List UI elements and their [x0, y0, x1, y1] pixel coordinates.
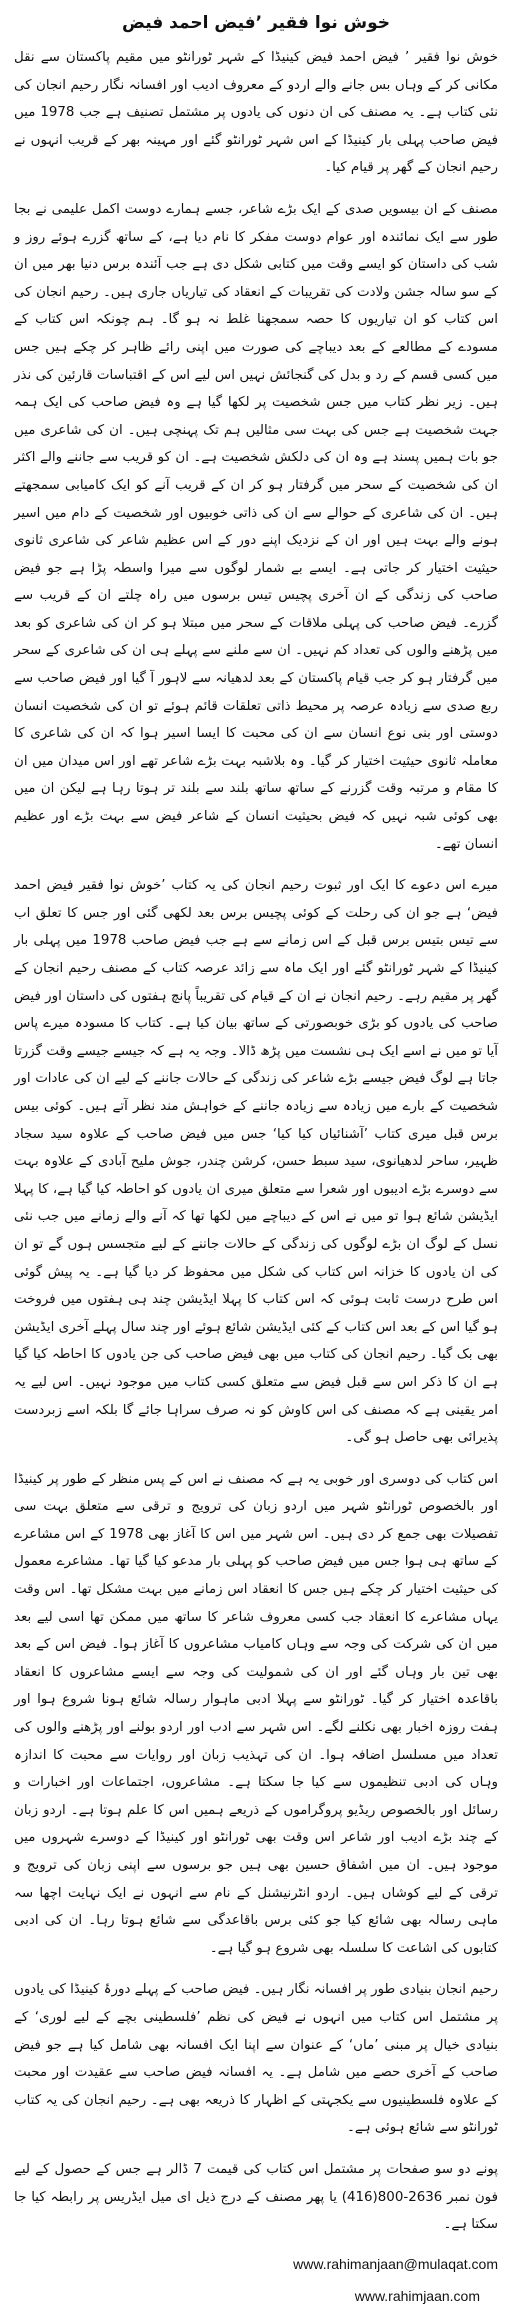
article-body — [14, 44, 498, 2239]
paragraph-book-proof: میرے اس دعوے کا ایک اور ثبوت رحیم انجان کی یہ کتاب ’خوش نوا فقیر فیض احمد فیض‘ ہے جو ان کی رحلت کے کوئی پچیس برس بعد لکھی گئی اور جس کا تعلق اب سے تیس بتیس برس قبل کے اس زمانے سے ہے جب فیض صاحب 1978 میں پہلی بار کینیڈا کے شہر ٹورانٹو گئے اور ایک ماہ سے زائد عرصہ کتاب کے مصنف رحیم انجان کے گھر پر مقیم رہے۔ رحیم انجان نے ان کے قیام کی تقریباً پانچ ہفتوں کی داستان اور فیض صاحب کی یادوں کو بڑی خوبصورتی کے ساتھ بیان کیا ہے۔ کتاب کا مسودہ میرے پاس آیا تو میں نے اسے ایک ہی نشست میں پڑھ ڈالا۔ وجہ یہ ہے کہ جیسے جیسے وقت گزرتا جاتا ہے لوگ فیض جیسے بڑے شاعر کی زندگی کے حالات جاننے کے لیے ان کی عادات اور شخصیت کے بارے میں زیادہ سے زیادہ جاننے کے خواہش مند نظر آتے ہیں۔ کوئی بیس برس قبل میری کتاب ’آشنائیاں کیا کیا‘ جس میں فیض صاحب کے علاوہ سید سجاد ظہیر، ساحر لدھیانوی، سید سبط حسن، کرشن چندر، جوش ملیح آبادی کے علاوہ بہت سے دوسرے بڑے ادیبوں اور شعرا سے متعلق میری ان یادوں کو احاطہ کیا گیا ہے، کا پہلا ایڈیشن شائع ہوا تو میں نے اس کے دیباچے میں لکھا تھا کہ آنے والے زمانے میں جب نئی نسل کے لوگ ان بڑے لوگوں کی زندگی کے حالات جاننے کے لیے متجسس ہوں گے تو ان کی ان یادوں کا خزانہ اس کتاب کی شکل میں محفوظ کر دیا گیا ہے۔ یہ پیش گوئی اس طرح درست ثابت ہوئی کہ اس کتاب کا پہلا ایڈیشن چند ہی ہفتوں میں فروخت ہو گیا اس کے بعد اس کتاب کے کئی ایڈیشن شائع ہوئے اور چند سال پہلے آخری ایڈیشن بھی بک گیا۔ رحیم انجان کی کتاب میں بھی فیض صاحب کی جن یادوں کا احاطہ کیا گیا ہے ان کا ذکر اس سے قبل فیض سے متعلق کسی کتاب میں موجود نہیں۔ اس لیے یہ امر یقینی ہے کہ مصنف کی اس کاوش کو نہ صرف سراہا جائے گا بلکہ اسے زبردست پذیرائی بھی حاصل ہو گی۔ — [13, 878, 498, 1446]
paragraph-urdu-in-toronto: اس کتاب کی دوسری اور خوبی یہ ہے کہ مصنف نے اس کے پس منظر کے طور پر کینیڈا اور بالخصوص ٹورانٹو شہر میں اردو زبان کی ترویج و ترقی سے متعلق بہت سی تفصیلات بھی جمع کر دی ہیں۔ اس شہر میں اس کا آغاز بھی 1978 کے اس مشاعرے کے ساتھ ہی ہوا جس میں فیض صاحب کو پہلی بار مدعو کیا گیا تھا۔ مشاعرے معمول کی حیثیت اختیار کر چکے ہیں جس کا انعقاد اس زمانے میں بہت مشکل تھا۔ اس وقت یہاں مشاعرے کا انعقاد جب کسی معروف شاعر کا ساتھ میں ممکن تھا اسی لیے بعد میں ان کی شرکت کی وجہ سے وہاں کامیاب مشاعروں کا آغاز ہوا۔ فیض اس کے بعد بھی تین بار وہاں گئے اور ان کی شمولیت کی وجہ سے ایسے مشاعروں کا انعقاد باقاعدہ اختیار کر گیا۔ ٹورانٹو سے پہلا ادبی ماہوار رسالہ شائع ہونا شروع ہوا اور ہفت روزہ اخبار بھی نکلنے لگے۔ اس شہر سے ادب اور اردو بولنے اور پڑھنے والوں کی تعداد میں مسلسل اضافہ ہوا۔ ان کی تہذیب زبان اور روایات سے محبت کا اندازہ وہاں کی ادبی تنظیموں سے کیا جا سکتا ہے۔ مشاعروں، اجتماعات اور اخبارات و رسائل اور بالخصوص ریڈیو پروگراموں کے ذریعے ہمیں اس کا علم ہوتا ہے۔ اردو زبان کے چند بڑے ادیب اور شاعر اس وقت بھی ٹورانٹو اور کینیڈا کے دوسرے شہروں میں موجود ہیں۔ ان میں اشفاق حسین بھی ہیں جو برسوں سے اپنی زبان کی ترویج و ترقی کے لیے کوشاں ہیں۔ اردو انٹرنیشنل کے نام سے انہوں نے ایک نہایت اچھا سہ ماہی رسالہ بھی شائع کیا جو کئی برس باقاعدگی سے شائع ہوتا رہا۔ ان کی ادبی کتابوں کی اشاعت کا سلسلہ بھی شروع ہو گیا ہے۔ — [14, 1471, 499, 1956]
article-title: خوش نوا فقیر ’فیض احمد فیض — [122, 13, 390, 33]
paragraph-author-foreword: مصنف کے ان بیسویں صدی کے ایک بڑے شاعر، جسے ہمارے دوست اکمل علیمی نے بجا طور سے ایک نمائندہ اور عوام دوست مفکر کا نام دیا ہے، کے ساتھ گزرے ہوئے روز و شب کی داستان کو ایسے وقت میں کتابی شکل دی ہے جب آئندہ برس دنیا بھر میں ان کے سو سالہ جشن ولادت کی تقریبات کے انعقاد کی تیاریاں جاری ہیں۔ رحیم انجان کی اس کتاب کو ان تیاریوں کا حصہ سمجھنا غلط نہ ہو گا۔ ہم چونکہ اس کتاب کے مسودے کے مطالعے کے بعد دیباچے کی صورت میں اپنی رائے ظاہر کر چکے ہیں جس میں کسی قسم کے رد و بدل کی گنجائش نہیں اس لیے اس کے اقتباسات قارئین کی نذر ہیں۔ زیر نظر کتاب میں جس شخصیت پر لکھا گیا ہے وہ فیض صاحب کی ایک ہمہ جہت شخصیت ہے جس کی بہت سی مثالیں ہم تک پہنچی ہیں۔ ان کی شاعری میں جو بات ہمیں پسند ہے وہ ان کی دلکش شخصیت ہے۔ ان کو قریب سے جاننے والے اکثر ان کی شخصیت کے سحر میں گرفتار ہو کر ان کے قریب آنے کو ایک کامیابی سمجھتے ہیں۔ ان کی شاعری کے حوالے سے ان کی ذاتی خوبیوں اور شخصیت کے دام میں اسیر ہونے والے بہت ہیں اور ان کے نزدیک اپنے دور کے اس عظیم شاعر کی شاعری ثانوی حیثیت اختیار کر جاتی ہے۔ ایسے بے شمار لوگوں سے میرا واسطہ پڑا ہے جو فیض صاحب کی زندگی کے ان آخری پچیس تیس برسوں میں راہ چلتے ان کے قریب سے گزرے۔ فیض صاحب کی پہلی ملاقات کے سحر میں مبتلا ہو کر ان کی شاعری کو بعد میں پڑھنے والوں کی تعداد کم نہیں۔ ان سے ملنے سے پہلے ہی ان کی شاعری کے سحر میں گرفتار ہو کر جب قیام پاکستان کے بعد لدھیانہ سے لاہور آ گیا اور فیض صاحب سے ربع صدی سے زیادہ عرصہ پر محیط ذاتی تعلقات قائم ہوئے تو ان کی شخصیت انسان دوستی اور بنی نوع انسان سے ان کی محبت کا ایسا اسیر ہوا کہ ان کی شاعری کا معاملہ ثانوی حیثیت اختیار کر گیا۔ وہ بلاشبہ بہت بڑے شاعر تھے اور اس میدان میں ان کا مقام و مرتبہ وقت گزرنے کے ساتھ ساتھ بلند سے بلند تر ہوتا رہا ہے لیکن ان میں بھی کوئی شبہ نہیں کہ فیض بحیثیت انسان کے شاعر فیض سے بہت بڑے اور عظیم انسان تھے۔ — [14, 201, 498, 852]
author-email: www.rahimanjaan@mulaqat.com — [293, 2255, 498, 2272]
paragraph-intro: خوش نوا فقیر ’ فیض احمد فیض کینیڈا کے شہر ٹورانٹو میں مقیم پاکستان سے نقل مکانی کر کے وہاں بس جانے والے اردو کے معروف ادیب اور افسانہ نگار رحیم انجان کی نئی کتاب ہے۔ یہ مصنف کی ان دنوں کی یادوں پر مشتمل تصنیف ہے جب 1978 میں فیض صاحب پہلی بار کینیڈا کے اس شہر ٹورانٹو گئے اور مہینہ بھر کے قریب انہوں نے رحیم انجان کے گھر پر قیام کیا۔ — [14, 50, 498, 176]
paragraph-price-contact: پونے دو سو صفحات پر مشتمل اس کتاب کی قیمت 7 ڈالر ہے جس کے حصول کے لیے فون نمبر 2636-800(416) یا پھر مصنف کے درج ذیل ای میل ایڈریس پر رابطہ کیا جا سکتا ہے۔ — [14, 2161, 498, 2233]
paragraph-short-story: رحیم انجان بنیادی طور پر افسانہ نگار ہیں۔ فیض صاحب کے پہلے دورۂ کینیڈا کی یادوں پر مشتمل اس کتاب میں انہوں نے فیض کی نظم ’فلسطینی بچے کے لیے لوری‘ کے بنیادی خیال پر مبنی ’ماں‘ کے عنوان سے اپنا ایک افسانہ بھی شامل کیا ہے جو فیض صاحب کے آخری حصے میں شامل ہے۔ یہ افسانہ فیض صاحب سے عقیدت اور محبت کے علاوہ فلسطینیوں سے یکجہتی کے اظہار کا ذریعہ بھی ہے۔ رحیم انجان کی یہ کتاب ٹورانٹو سے شائع ہوئی ہے۔ — [14, 1982, 498, 2136]
author-website-link[interactable]: www.rahimjaan.com — [354, 2287, 480, 2304]
